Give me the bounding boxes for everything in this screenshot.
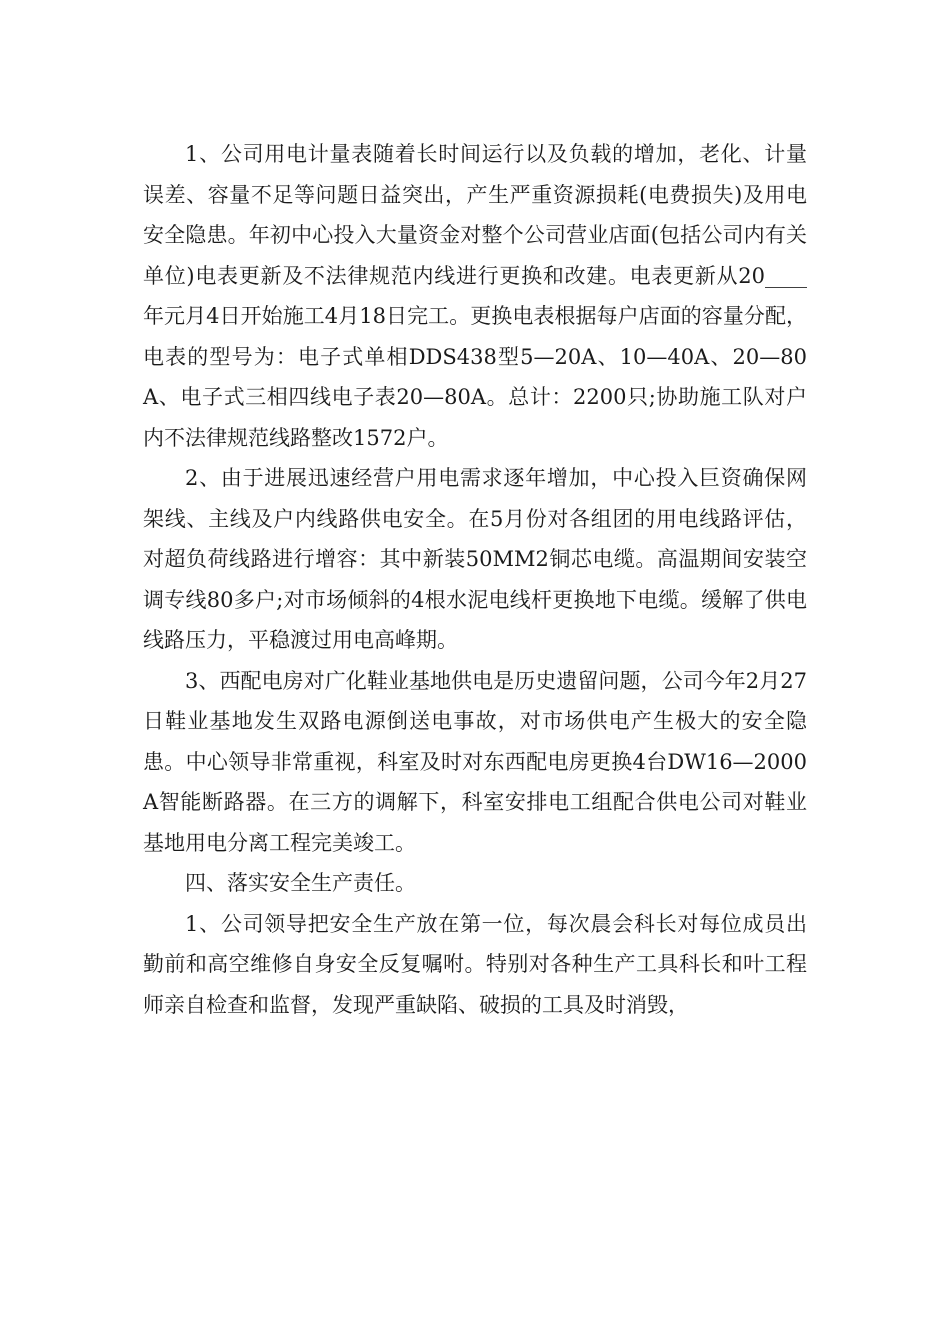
paragraph-line-capacity: 2、由于进展迅速经营户用电需求逐年增加，中心投入巨资确保网架线、主线及户内线路供电安全。在5月份对各组团的用电线路评估，对超负荷线路进行增容：其中新装50MM2铜芯电缆。高温期间安装空调专线80多户;对市场倾斜的4根水泥电线杆更换地下电缆。缓解了供电线路压力，平稳渡过用电高峰期。	[143, 466, 807, 652]
document-body	[143, 134, 807, 1025]
paragraph-safety-first: 1、公司领导把安全生产放在第一位，每次晨会科长对每位成员出勤前和高空维修自身安全反复嘱咐。特别对各种生产工具科长和叶工程师亲自检查和监督，发现严重缺陷、破损的工具及时消毁，	[143, 911, 807, 1017]
paragraph-meter-upgrade: 1、公司用电计量表随着长时间运行以及负载的增加，老化、计量误差、容量不足等问题日益突出，产生严重资源损耗(电费损失)及用电安全隐患。年初中心投入大量资金对整个公司营业店面(包括公司内有关单位)电表更新及不法律规范内线进行更换和改建。电表更新从20____年元月4日开始施工4月18日完工。更换电表根据每户店面的容量分配，电表的型号为：电子式单相DDS438型5—20A、10—40A、20—80A、电子式三相四线电子表20—80A。总计：2200只;协助施工队对户内不法律规范线路整改1572户。	[143, 142, 807, 450]
paragraph-west-substation: 3、西配电房对广化鞋业基地供电是历史遗留问题，公司今年2月27日鞋业基地发生双路电源倒送电事故，对市场供电产生极大的安全隐患。中心领导非常重视，科室及时对东西配电房更换4台DW16—2000A智能断路器。在三方的调解下，科室安排电工组配合供电公司对鞋业基地用电分离工程完美竣工。	[143, 668, 807, 855]
section-heading-safety-responsibility: 四、落实安全生产责任。	[185, 871, 416, 895]
